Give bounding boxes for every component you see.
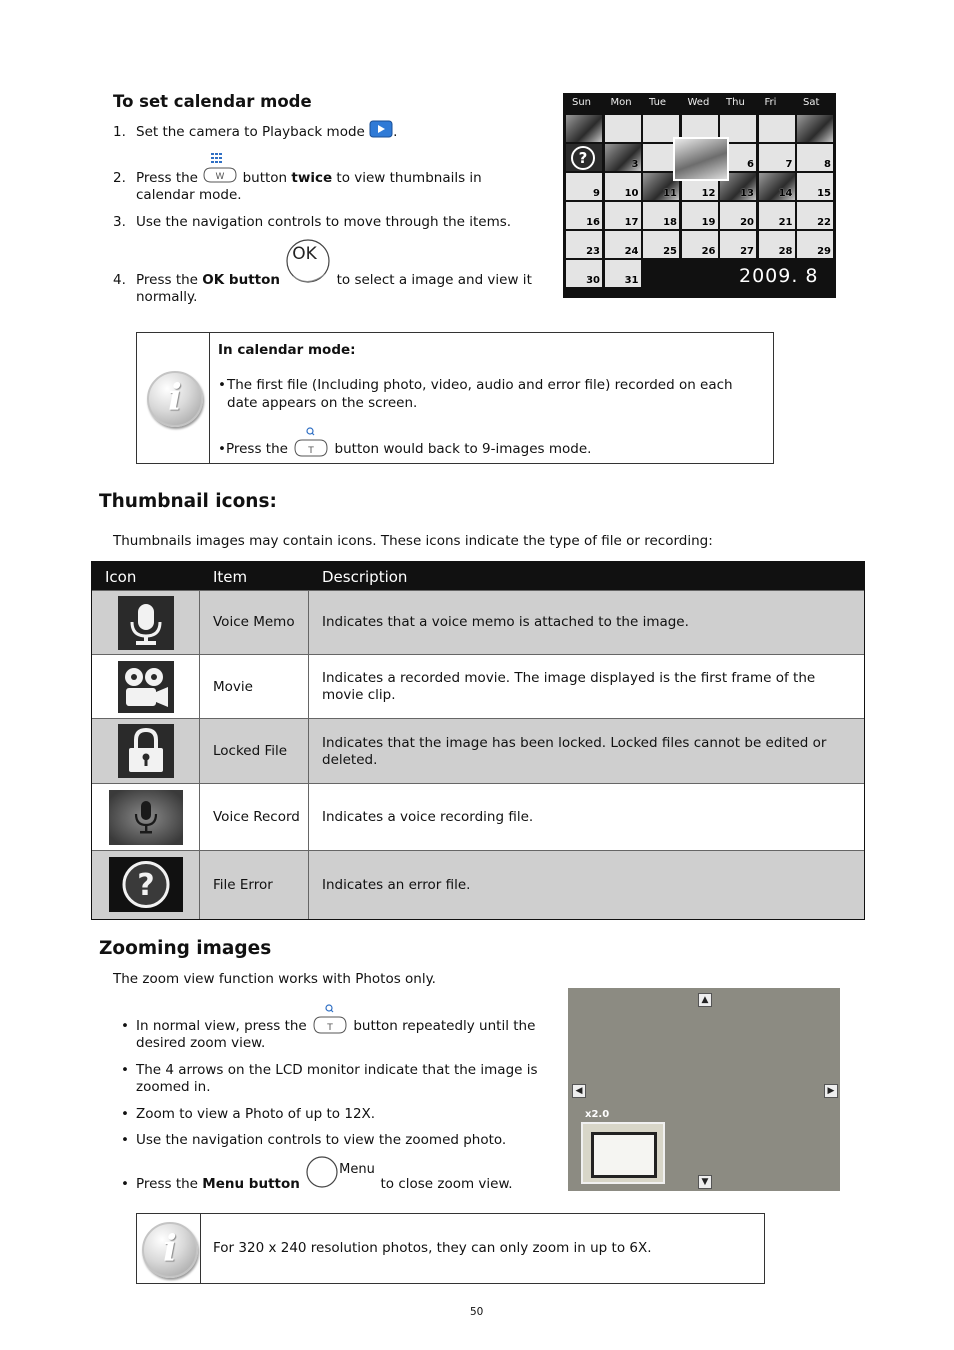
calendar-day-cell xyxy=(605,231,641,258)
calendar-date: 11 xyxy=(663,188,677,199)
calendar-date: 22 xyxy=(817,217,831,228)
arrow-left-icon: ◀ xyxy=(572,1084,586,1098)
calendar-screenshot xyxy=(563,93,836,298)
calendar-date: 6 xyxy=(747,159,754,170)
calendar-day-cell xyxy=(566,231,602,258)
zoom-button-icon xyxy=(312,1003,348,1035)
section-title-calendar: To set calendar mode xyxy=(113,92,312,111)
calendar-day-cell xyxy=(682,202,718,229)
calendar-day-header: Wed xyxy=(687,97,710,108)
calendar-day-cell xyxy=(566,173,602,200)
svg-text:T: T xyxy=(327,1023,333,1033)
arrow-right-icon: ▶ xyxy=(824,1084,838,1098)
svg-text:?: ? xyxy=(137,868,155,903)
table-row: Voice Record Indicates a voice recording file. xyxy=(92,783,864,851)
table-row: Voice Memo Indicates that a voice memo is attached to the image. xyxy=(92,590,864,655)
note-text: For 320 x 240 resolution photos, they can only zoom in up to 6X. xyxy=(213,1240,652,1256)
calendar-day-cell xyxy=(605,144,641,171)
calendar-date: 25 xyxy=(663,246,677,257)
page-number: 50 xyxy=(470,1306,484,1318)
thumbnail-grid-icon xyxy=(210,152,224,164)
info-icon: i xyxy=(142,1222,198,1278)
selected-thumbnail xyxy=(673,137,729,181)
table-row: ? File Error Indicates an error file. xyxy=(92,850,864,919)
calendar-day-cell xyxy=(797,173,833,200)
calendar-day-header: Thu xyxy=(726,97,745,108)
calendar-day-cell xyxy=(605,115,641,142)
zoom-level: x2.0 xyxy=(585,1109,610,1120)
menu-button-label: Menu xyxy=(339,1162,375,1177)
calendar-day-header: Mon xyxy=(610,97,632,108)
voice-record-icon xyxy=(109,790,183,845)
calendar-date: 16 xyxy=(586,217,600,228)
calendar-date: 18 xyxy=(663,217,677,228)
ok-button-label: OK xyxy=(292,244,317,264)
calendar-date: 26 xyxy=(701,246,716,257)
calendar-day-cell xyxy=(605,173,641,200)
calendar-day-cell xyxy=(682,231,718,258)
calendar-date: 23 xyxy=(586,246,600,257)
calendar-day-cell xyxy=(643,231,679,258)
zoom-bullet: • The 4 arrows on the LCD monitor indicate that the image is zoomed in. xyxy=(121,1062,538,1095)
calendar-date: 15 xyxy=(817,188,831,199)
svg-text:T: T xyxy=(308,446,314,456)
calendar-day-cell xyxy=(759,202,795,229)
table-row: Locked File Indicates that the image has been locked. Locked files cannot be edited or deleted. xyxy=(92,718,864,784)
zoom-intro: The zoom view function works with Photos only. xyxy=(113,971,436,987)
calendar-day-cell xyxy=(797,144,833,171)
svg-text:W: W xyxy=(215,172,225,182)
calendar-date: 31 xyxy=(624,275,639,286)
thumbnail-icons-table xyxy=(91,561,865,920)
calendar-day-cell xyxy=(797,202,833,229)
calendar-date: 29 xyxy=(817,246,831,257)
calendar-day-cell xyxy=(720,231,756,258)
calendar-day-cell xyxy=(797,115,833,142)
calendar-day-cell xyxy=(759,144,795,171)
zoom-viewport-rect xyxy=(591,1132,657,1178)
calendar-day-header: Fri xyxy=(764,97,777,108)
header-description: Description xyxy=(322,568,408,586)
calendar-day-cell xyxy=(566,202,602,229)
info-icon: i xyxy=(147,371,203,427)
calendar-date: 8 xyxy=(824,159,831,170)
calendar-date: 19 xyxy=(701,217,716,228)
calendar-day-cell xyxy=(605,202,641,229)
error-file-question-icon: ? xyxy=(571,146,595,170)
playback-icon xyxy=(369,120,393,138)
calendar-date: 14 xyxy=(778,188,793,199)
calendar-day-cell xyxy=(759,173,795,200)
calendar-date: 7 xyxy=(785,159,793,170)
zoom-bullet: • In normal view, press the T button repeatedly until the desired zoom view. xyxy=(121,1018,541,1058)
header-icon: Icon xyxy=(105,568,137,586)
movie-camera-icon xyxy=(118,661,174,713)
thumbnail-intro: Thumbnails images may contain icons. These icons indicate the type of file or recording: xyxy=(113,533,713,549)
section-title-zooming: Zooming images xyxy=(99,938,272,959)
note-bullet: •Press the T button would back to 9-images mode. xyxy=(218,440,758,458)
calendar-date: 9 xyxy=(593,188,600,199)
calendar-day-cell xyxy=(759,115,795,142)
calendar-day-cell xyxy=(720,202,756,229)
calendar-day-header: Tue xyxy=(649,97,667,108)
menu-button-icon xyxy=(305,1155,341,1191)
table-row: Movie Indicates a recorded movie. The image displayed is the first frame of the movie clip. xyxy=(92,654,864,719)
arrow-up-icon: ▲ xyxy=(698,993,712,1007)
step-4: 4. Press the OK button OK to select a image and view it normally. xyxy=(113,272,533,312)
table-header xyxy=(92,562,864,590)
calendar-year-month: 2009. 8 xyxy=(739,265,819,287)
calendar-date: 21 xyxy=(778,217,793,228)
arrow-down-icon: ▼ xyxy=(698,1175,712,1189)
calendar-day-cell xyxy=(566,144,602,171)
calendar-day-header: Sat xyxy=(803,97,820,108)
calendar-date: 12 xyxy=(701,188,716,199)
calendar-date: 10 xyxy=(624,188,639,199)
calendar-day-header: Sun xyxy=(572,97,592,108)
microphone-icon xyxy=(118,596,174,650)
calendar-date: 17 xyxy=(624,217,639,228)
zoom-view-screenshot xyxy=(568,988,840,1191)
zoom-navigator-frame xyxy=(581,1122,665,1184)
section-title-thumbnail-icons: Thumbnail icons: xyxy=(99,491,277,512)
calendar-date: 30 xyxy=(586,275,600,286)
calendar-date: 3 xyxy=(631,159,639,170)
question-icon xyxy=(109,857,183,912)
calendar-date: 20 xyxy=(740,217,754,228)
calendar-date: 13 xyxy=(740,188,754,199)
calendar-day-cell xyxy=(759,231,795,258)
calendar-day-cell xyxy=(605,260,641,287)
calendar-day-cell xyxy=(566,260,602,287)
calendar-day-cell xyxy=(566,115,602,142)
lock-icon xyxy=(118,724,174,778)
calendar-date: 27 xyxy=(740,246,754,257)
zoom-button-icon xyxy=(293,426,329,458)
note-calendar-mode: i In calendar mode: • The first file (Including photo, video, audio and error file) recorded on each date appears on the screen. •Press the T button would back to 9-images mode. xyxy=(136,332,774,464)
calendar-date: 24 xyxy=(624,246,639,257)
step-2: 2. Press the W button twice to view thumbnails in calendar mode. xyxy=(113,170,533,210)
calendar-day-cell xyxy=(797,231,833,258)
zoom-out-button-icon xyxy=(202,166,238,184)
header-item: Item xyxy=(213,568,248,586)
calendar-day-cell xyxy=(643,202,679,229)
calendar-date: 28 xyxy=(778,246,793,257)
note-heading: In calendar mode: xyxy=(218,342,356,358)
note-resolution xyxy=(136,1213,765,1284)
